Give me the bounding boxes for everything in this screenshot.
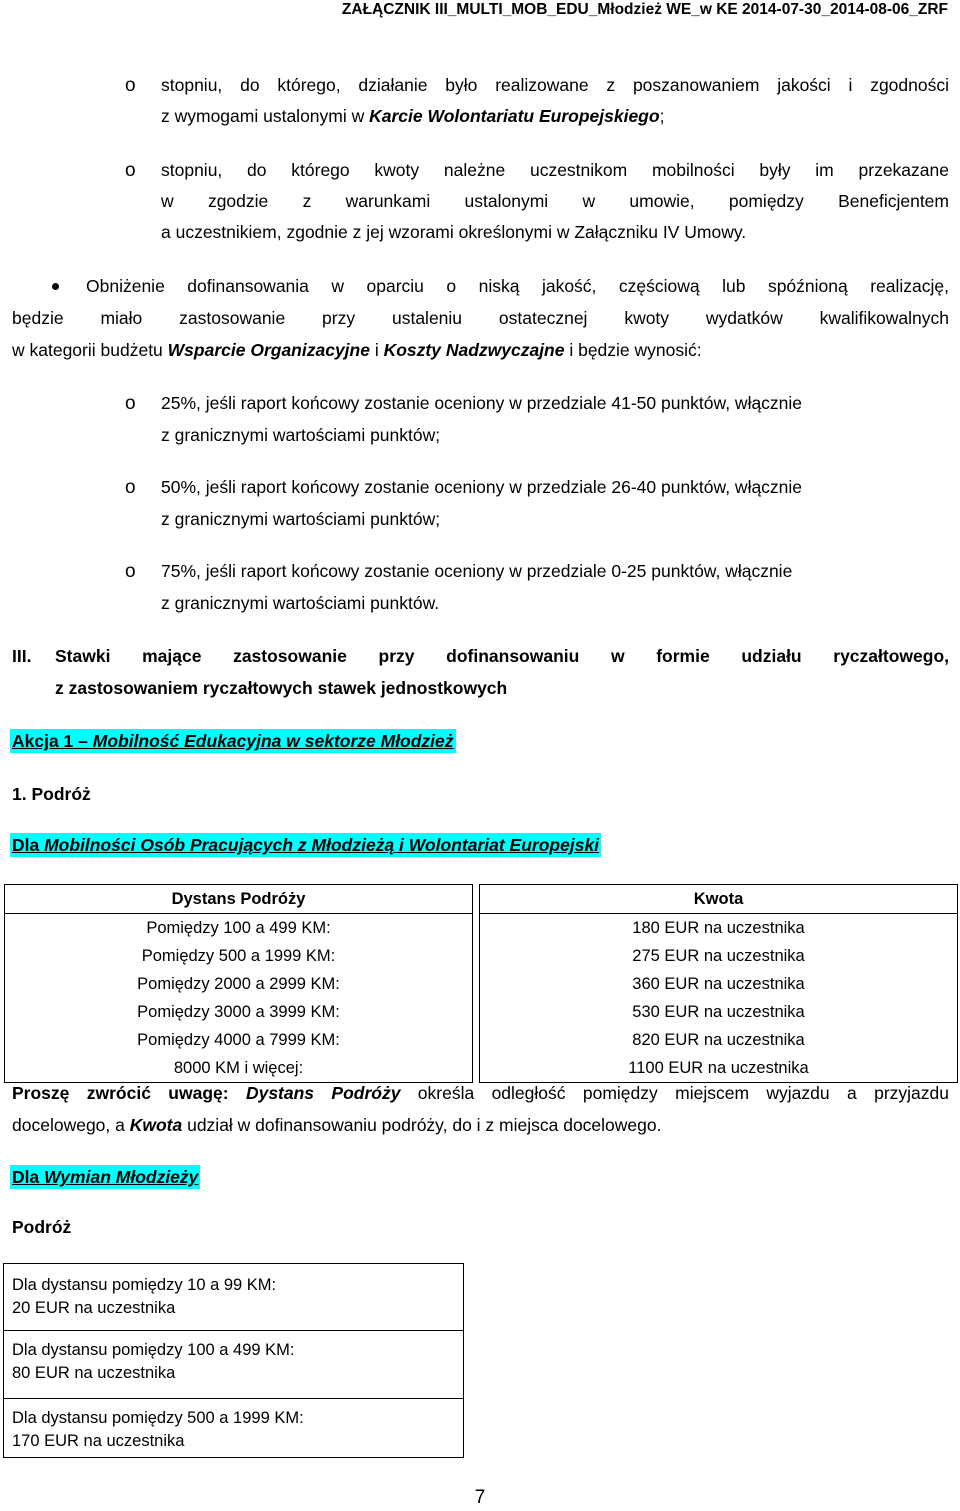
list-marker: o xyxy=(125,561,136,582)
table-header-cell: Dystans Podróży xyxy=(5,885,473,914)
rate-box-line: Dla dystansu pomiędzy 500 a 1999 KM: xyxy=(12,1409,304,1427)
reduction-line: 25%, jeśli raport końcowy zostanie oceniony w przedziale 41-50 punktów, włącznie xyxy=(161,393,803,413)
table-cell: 530 EUR na uczestnika xyxy=(480,998,958,1026)
rate-box-line: 20 EUR na uczestnika xyxy=(12,1299,176,1317)
rate-box-line: 80 EUR na uczestnika xyxy=(12,1364,176,1382)
reduction-line: 75%, jeśli raport końcowy zostanie oceniony w przedziale 0-25 punktów, włącznie xyxy=(161,561,793,581)
podroz-heading: 1. Podróż xyxy=(12,784,91,804)
table-cell: 1100 EUR na uczestnika xyxy=(480,1054,958,1083)
reduction-line: z granicznymi wartościami punktów; xyxy=(161,425,441,445)
akcja-heading: Akcja 1 – Mobilność Edukacyjna w sektorze Młodzież xyxy=(12,731,454,751)
list-item-line: stopniu, do którego kwoty należne uczestnikom mobilności były im przekazane xyxy=(161,160,949,180)
list-item-line: a uczestnikiem, zgodnie z jej wzorami określonymi w Załączniku IV Umowy. xyxy=(161,222,747,242)
karta-italic: Karcie Wolontariatu Europejskiego xyxy=(369,106,660,126)
bullet-para-line: Obniżenie dofinansowania w oparciu o niską jakość, częściową lub spóźnioną realizację, xyxy=(86,276,949,296)
list-item-line: z wymogami ustalonymi w Karcie Wolontariatu Europejskiego; xyxy=(161,106,665,126)
podroz-label: Podróż xyxy=(12,1217,72,1237)
table-cell: Pomiędzy 500 a 1999 KM: xyxy=(5,942,473,970)
list-marker: o xyxy=(125,75,136,96)
list-item-line: w zgodzie z warunkami ustalonymi w umowie, pomiędzy Beneficjentem xyxy=(161,191,949,211)
dla-mobilnosci-heading: Dla Mobilności Osób Pracujących z Młodzieżą i Wolontariat Europejski xyxy=(12,835,600,855)
document-header: ZAŁĄCZNIK III_MULTI_MOB_EDU_Młodzież WE_w KE 2014-07-30_2014-08-06_ZRF xyxy=(341,1,948,18)
table-cell: Pomiędzy 4000 a 7999 KM: xyxy=(5,1026,473,1054)
section-title-line: z zastosowaniem ryczałtowych stawek jednostkowych xyxy=(55,678,508,698)
list-marker: o xyxy=(125,393,136,414)
rate-box-line: 170 EUR na uczestnika xyxy=(12,1432,185,1450)
rate-box xyxy=(3,1263,464,1331)
bullet-para-line: będzie miało zastosowanie przy ustaleniu ostatecznej kwoty wydatków kwalifikowalnych xyxy=(12,308,949,328)
note-line: Proszę zwrócić uwagę: Dystans Podróży określa odległość pomiędzy miejscem wyjazdu a przyjazdu xyxy=(12,1083,949,1103)
bullet-para-line: w kategorii budżetu Wsparcie Organizacyjne i Koszty Nadzwyczajne i będzie wynosić: xyxy=(12,340,702,360)
bullet-dot xyxy=(52,283,59,290)
table-cell: Pomiędzy 100 a 499 KM: xyxy=(5,914,473,943)
table-cell: Pomiędzy 3000 a 3999 KM: xyxy=(5,998,473,1026)
reduction-line: 50%, jeśli raport końcowy zostanie oceniony w przedziale 26-40 punktów, włącznie xyxy=(161,477,803,497)
reduction-line: z granicznymi wartościami punktów. xyxy=(161,593,440,613)
rate-box xyxy=(3,1399,464,1458)
list-marker: o xyxy=(125,477,136,498)
list-item-line: stopniu, do którego, działanie było realizowane z poszanowaniem jakości i zgodności xyxy=(161,75,949,95)
table-cell: Pomiędzy 2000 a 2999 KM: xyxy=(5,970,473,998)
dla-wymian-heading: Dla Wymian Młodzieży xyxy=(12,1167,199,1187)
reduction-line: z granicznymi wartościami punktów; xyxy=(161,509,441,529)
section-title-line: Stawki mające zastosowanie przy dofinansowaniu w formie udziału ryczałtowego, xyxy=(55,646,949,666)
table-cell: 8000 KM i więcej: xyxy=(5,1054,473,1083)
table-header-cell: Kwota xyxy=(480,885,958,914)
table-cell: 360 EUR na uczestnika xyxy=(480,970,958,998)
note-line: docelowego, a Kwota udział w dofinansowaniu podróży, do i z miejsca docelowego. xyxy=(12,1115,662,1135)
page-number: 7 xyxy=(474,1487,486,1508)
table-cell: 180 EUR na uczestnika xyxy=(480,914,958,943)
table-cell: 275 EUR na uczestnika xyxy=(480,942,958,970)
rate-box-line: Dla dystansu pomiędzy 10 a 99 KM: xyxy=(12,1276,277,1294)
section-number: III. xyxy=(12,646,32,666)
travel-distance-table xyxy=(4,884,958,1083)
table-cell: 820 EUR na uczestnika xyxy=(480,1026,958,1054)
list-marker: o xyxy=(125,160,136,181)
rate-box-line: Dla dystansu pomiędzy 100 a 499 KM: xyxy=(12,1341,295,1359)
rate-box xyxy=(3,1331,464,1399)
